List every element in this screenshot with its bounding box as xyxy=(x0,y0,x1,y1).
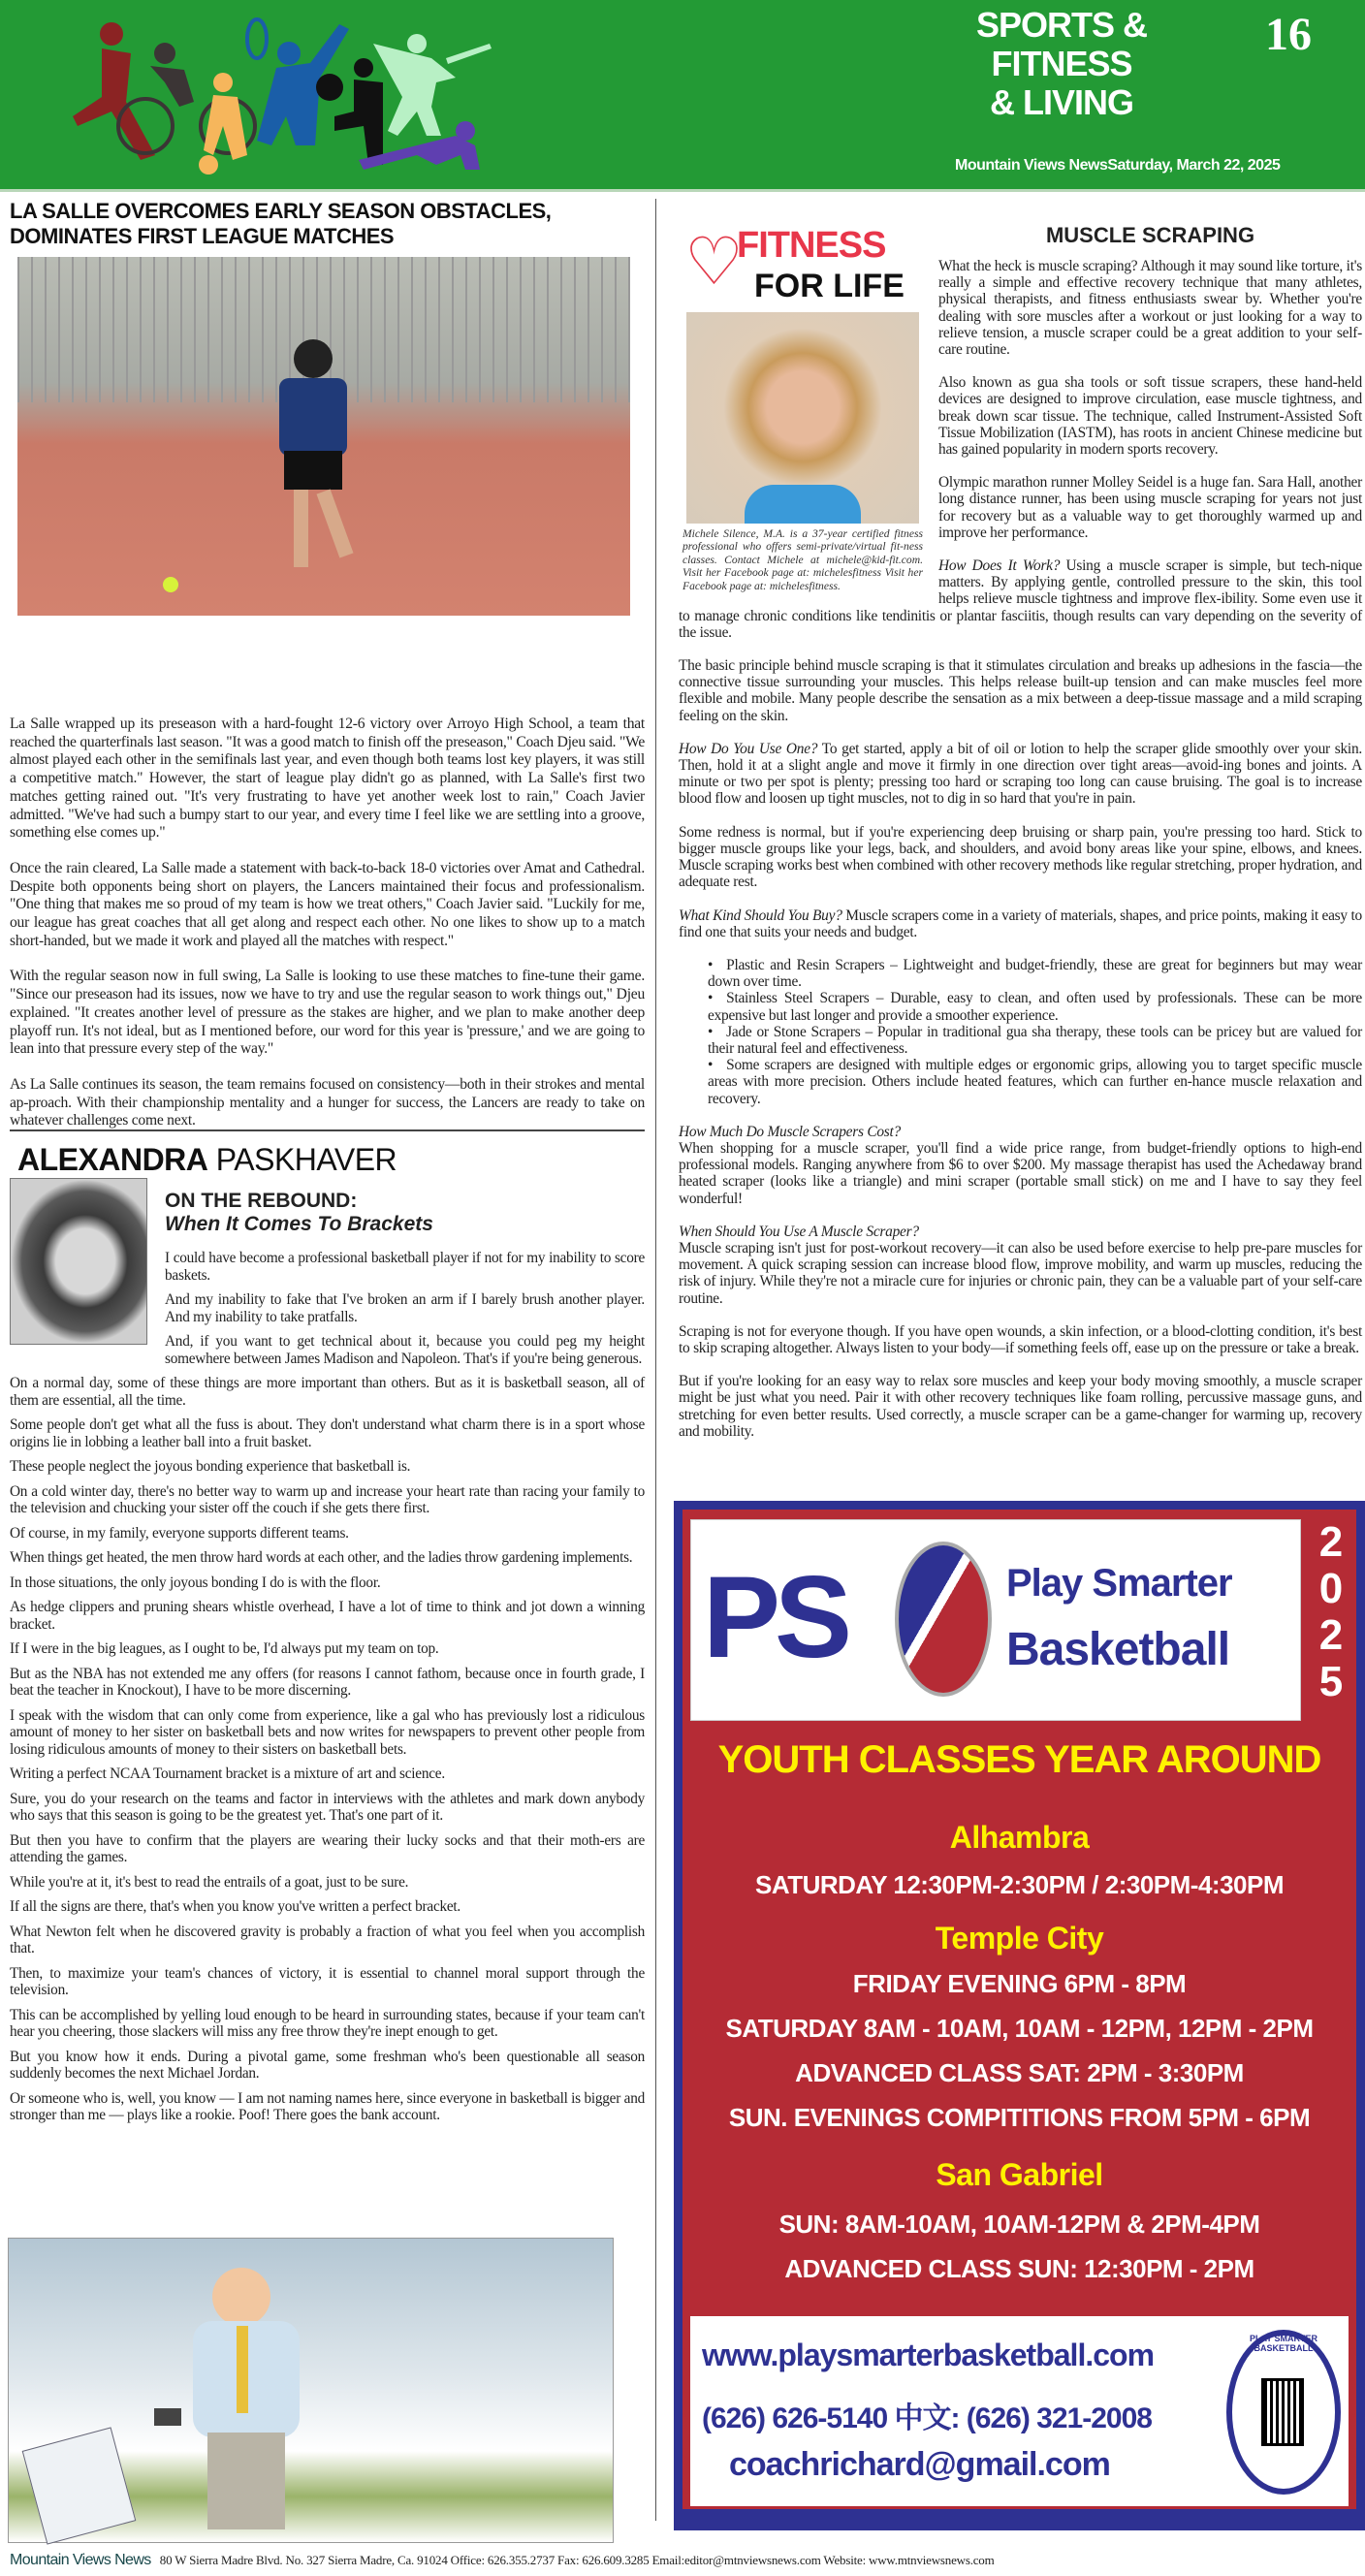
scraper-types-list xyxy=(708,957,1362,1107)
brand-line: Play Smarter xyxy=(1006,1562,1232,1605)
location-temple-city: Temple City xyxy=(935,1921,1104,1956)
fitness-for-life-logo xyxy=(679,223,923,312)
lasalle-article-body xyxy=(10,716,645,1148)
paragraph-text: Muscle scrapers come in a variety of materials, shapes, and price points, making it easy to find one that suits your needs and budget. xyxy=(679,906,1362,940)
column-subtitle: When It Comes To Brackets xyxy=(165,1213,433,1235)
fitness-sidebar xyxy=(679,223,923,592)
dateline: Mountain Views NewsSaturday, March 22, 2025 xyxy=(955,157,1281,174)
paragraph: On a normal day, some of these things are more important than others. But as it is basketball season, all of them are essential, all the time. xyxy=(10,1375,645,1409)
paragraph: La Salle wrapped up its preseason with a hard-fought 12-6 victory over Arroyo High School, a team that reached the quarterfinals last season. "It was a good match to finish off the preseason," Coach Djeu said. "We almost played each other in the semifinals last year, and even though both teams lost key players, it was still a competitive match." However, the start of league play didn't go as planned, with La Salle's first two matches getting rained out. "It's very frustrating to have yet another week lost to rain," Coach Javier admitted. "We've had such a bumpy start to our year, and every time I feel like we are settling into a groove, something else comes up." xyxy=(10,716,645,842)
ncaa-brackets-cartoon xyxy=(8,2238,614,2543)
schedule-line: SUN. EVENINGS COMPITITIONS FROM 5PM - 6PM xyxy=(728,2103,1311,2132)
fitness-headline: MUSCLE SCRAPING xyxy=(1045,223,1255,247)
paragraph-text: Olympic marathon runner Molley Seidel is a huge fan. Sara Hall, another long distance runner, has been using muscle scraping for years not just for recovery but as a valuable way to get thoroughly warmed up and improve her performance. xyxy=(938,474,1362,541)
paragraph: Or someone who is, well, you know — I am not naming names here, since everyone in basketball is bigger and stronger than me — plays like a rookie. Poof! There goes the bank account. xyxy=(10,2089,645,2123)
paragraph: But as the NBA has not extended me any offers (for reasons I cannot fathom, because once in fourth grade, I beat the teacher in Knockout), I have to be more discerning. xyxy=(10,1665,645,1699)
paragraph: Some people don't get what all the fuss is about. They don't understand what charm there is in a sport whose origins lie in lobbing a leather ball into a fruit basket. xyxy=(10,1416,645,1450)
section-title-line: SPORTS & xyxy=(975,5,1148,45)
ad-website-link[interactable]: www.playsmarterbasketball.com xyxy=(702,2337,1155,2372)
paragraph: What Newton felt when he discovered gravity is probably a fraction of what you feel when you accomplish that. xyxy=(10,1923,645,1956)
schedule-line: FRIDAY EVENING 6PM - 8PM xyxy=(852,1969,1187,1998)
cost-heading: How Much Do Muscle Scrapers Cost? xyxy=(679,1123,901,1140)
schedule-line: ADVANCED CLASS SAT: 2PM - 3:30PM xyxy=(795,2058,1244,2087)
when-paragraph: Muscle scraping isn't just for post-workout recovery—it can also be used before exercise to help pre-pare muscles for movement. A quick scraping session can increase blood flow, improve mobility, and warm up muscles, reducing the risk of injury. While they're not a miracle cure for injuries or chronic pain, they can be a valuable part of your self-care routine. xyxy=(679,1239,1362,1307)
closing-paragraph: But if you're looking for an easy way to relax sore muscles and keep your body moving smoothly, a muscle scraper might be just what you need. Pair it with other recovery techniques like foam rolling, percussive massage guns, and stretching for even better results. Used correctly, a muscle scraper can be a game-changer for warming up, recovery and mobility. xyxy=(679,1373,1362,1440)
list-item: • Stainless Steel Scrapers – Durable, easy to clean, and often used by professionals. These can be more expensive but last longer and provide a smoother experience. xyxy=(708,990,1362,1023)
column-divider xyxy=(655,199,656,2521)
paragraph-text: What the heck is muscle scraping? Although it may sound like torture, it's really a simple and effective recovery technique that many athletes, physical therapists, and fitness enthusiasts swear by. Whether you're dealing with sore muscles after a workout or just looking for a way to relieve tension, a muscle scraper could be a great addition to your self-care routine. xyxy=(938,258,1362,359)
list-item: • Some scrapers are designed with multiple edges or ergonomic grips, allowing you to target specific muscle areas with more precision. Others include heated features, which can further en-hance muscle relaxation and recovery. xyxy=(708,1057,1362,1107)
paragraph: This can be accomplished by yelling loud enough to be heard in surrounding states, because if your team can't hear you cheering, those slackers will miss any free throw they're inept enough to get. xyxy=(10,2006,645,2040)
ad-year xyxy=(1311,1519,1351,1705)
play-smarter-basketball-ad xyxy=(674,1501,1365,2530)
year-digit: 0 xyxy=(1318,1565,1344,1612)
list-item: • Jade or Stone Scrapers – Popular in traditional gua sha therapy, these tools can be pricey but are valued for their natural feel and effectiveness. xyxy=(708,1024,1362,1057)
year-digit: 2 xyxy=(1318,1518,1344,1566)
paragraph: While you're at it, it's best to read the entrails of a goat, just to be sure. xyxy=(10,1873,409,1891)
schedule-line: SATURDAY 12:30PM-2:30PM / 2:30PM-4:30PM xyxy=(755,1870,1284,1899)
paragraph: I speak with the wisdom that can only come from experience, like a gal who has previously lost a ridiculous amount of money to her sister on basketball bets and now writes for newspapers to prevent other people from losing ridiculous amounts of money to their sisters on basketball bets. xyxy=(10,1706,645,1758)
schedule-line: SATURDAY 8AM - 10AM, 10AM - 12PM, 12PM - 2PM xyxy=(725,2014,1314,2043)
author-first-name: ALEXANDRA xyxy=(17,1142,208,1177)
author-last-name: PASKHAVER xyxy=(215,1142,397,1177)
paragraph: On a cold winter day, there's no better way to warm up and increase your heart rate than racing your family to the television and chucking your sister off the couch if she gets there first. xyxy=(10,1482,645,1516)
ad-contact-box xyxy=(690,2316,1349,2506)
author-caption: Michele Silence, M.A. is a 37-year certified fitness professional who offers semi-private/virtual fit-ness classes. Contact Michele at michele@kid-fit.com. Visit her Facebook page at: michelesfitness Visit her Facebook page at: michelesfitness. xyxy=(682,527,923,592)
heart-icon: ♡ xyxy=(684,225,744,299)
paragraph: If all the signs are there, that's when you know you've written a perfect bracket. xyxy=(10,1898,460,1915)
paragraph: In those situations, the only joyous bonding I do is with the floor. xyxy=(10,1574,381,1591)
paragraph-text: Some redness is normal, but if you're experiencing deep bruising or sharp pain, you're pressing too hard. Stick to bigger muscle groups like your legs, back, and shoulders, and avoid bony areas like your spine, elbows, and knees. Muscle scraping works best when combined with other recovery methods like regular stretching, proper hydration, and adequate rest. xyxy=(679,823,1362,891)
schedule-line: SUN: 8AM-10AM, 10AM-12PM & 2PM-4PM xyxy=(778,2210,1260,2239)
schedule-line: ADVANCED CLASS SUN: 12:30PM - 2PM xyxy=(784,2254,1254,2283)
ps-logo: PS xyxy=(703,1552,847,1682)
ad-phones: (626) 626-5140 中文: (626) 321-2008 xyxy=(702,2402,1152,2434)
subheading: How Do You Use One? xyxy=(679,740,818,757)
section-title xyxy=(960,6,1163,122)
tennis-player-photo xyxy=(17,257,630,616)
cost-paragraph: When shopping for a muscle scraper, you'll find a wide price range, from budget-friendly options to high-end professional models. Ranging anywhere from $6 to over $200. My massage therapist has used the Achedaway brand heated scraper (looks like a triangle) and mini scraper (portable small stick) on me and I have to say they feel wonderful! xyxy=(679,1139,1362,1207)
location-alhambra: Alhambra xyxy=(949,1820,1090,1855)
closing-paragraph: Scraping is not for everyone though. If you have open wounds, a skin infection, or a blood-clotting condition, it's best to skip scraping altogether. Always listen to your body—if something feels off, ease up on the pressure or take a break. xyxy=(679,1322,1362,1356)
subheading: What Kind Should You Buy? xyxy=(679,906,842,924)
paragraph: As hedge clippers and pruning shears whistle overhead, I have a lot of time to think and jot down a winning bracket. xyxy=(10,1599,645,1633)
footer-contact: 80 W Sierra Madre Blvd. No. 327 Sierra Madre, Ca. 91024 Office: 626.355.2737 Fax: 626.609.3285 Email:editor@mtnviewsnews.com Website: www.mtnviewsnews.com xyxy=(159,2553,995,2567)
paragraph xyxy=(679,907,1362,940)
column-title: ON THE REBOUND: xyxy=(165,1190,358,1212)
paragraph: And my inability to fake that I've broken an arm if I barely brush another player. And my inability to take pratfalls. xyxy=(165,1291,645,1325)
year-digit: 5 xyxy=(1318,1658,1344,1705)
section-title-line: FITNESS xyxy=(991,44,1132,83)
paragraph: But then you have to confirm that the players are wearing their lucky socks and that their moth-ers are attending the games. xyxy=(10,1831,645,1865)
column-author xyxy=(17,1142,397,1178)
year-digit: 2 xyxy=(1318,1611,1344,1659)
paragraph-text: Using a muscle scraper is simple, but tech-nique matters. By applying gentle, controlled pressure to the skin, this tool helps relieve muscle tightness and improve flex-ibility. Some even use it to manage chronic conditions like tendinitis or plantar fasciitis, though results can vary depending on the severity of the issue. xyxy=(679,557,1362,641)
ad-logo-box xyxy=(690,1519,1301,1721)
list-item: • Plastic and Resin Scrapers – Lightweight and budget-friendly, these are great for beginners but may wear down over time. xyxy=(708,957,1362,990)
ad-email-link[interactable]: coachrichard@gmail.com xyxy=(729,2446,1110,2483)
basketball-icon xyxy=(895,1542,992,1697)
lasalle-headline: LA SALLE OVERCOMES EARLY SEASON OBSTACLES, DOMINATES FIRST LEAGUE MATCHES xyxy=(10,199,552,248)
paragraph: Once the rain cleared, La Salle made a statement with back-to-back 18-0 victories over Amat and Cathedral. Despite both opponents being short on players, the Lancers maintained their focus and professionalism. "One thing that makes me so proud of my team is how we treat others," Coach Javier said. "Luckily for me, our league has great coaches that all get along and respect each other. No one likes to show up to a match short-handed, but we made it work and played all the matches with respect." xyxy=(10,859,645,949)
paragraph xyxy=(679,824,1362,891)
paragraph xyxy=(679,657,1362,724)
paragraph: Writing a perfect NCAA Tournament bracket is a mixture of art and science. xyxy=(10,1765,445,1782)
section-title-line: & LIVING xyxy=(989,82,1133,122)
paragraph: As La Salle continues its season, the team remains focused on consistency—both in their strokes and mental ap-proach. With their championship mentality and a hunger for success, the Lancers are ready to take on whatever challenges come next. xyxy=(10,1075,645,1129)
paragraph: With the regular season now in full swing, La Salle is looking to use these matches to fine-tune their game. "Since our preseason had its issues, now we have to try and use the regular season to work things out," Djeu explained. "It creates another level of pressure as the stakes are higher, and we plan to make another deep playoff run. It's not ideal, but as I mentioned before, our word for this year is 'pressure,' and we are going to lean into that pressure every step of the way." xyxy=(10,968,645,1058)
when-heading: When Should You Use A Muscle Scraper? xyxy=(679,1223,919,1240)
ad-headline: YOUTH CLASSES YEAR AROUND xyxy=(717,1738,1321,1781)
logo-bottom-text: FOR LIFE xyxy=(754,268,905,304)
paragraph: I could have become a professional basketball player if not for my inability to score baskets. xyxy=(165,1250,645,1284)
paragraph: And, if you want to get technical about it, because you could peg my height somewhere between James Madison and Napoleon. That's if you're being generous. xyxy=(165,1333,645,1367)
paragraph: But you know how it ends. During a pivotal game, some freshman who's been questionable all season suddenly becomes the next Michael Jordan. xyxy=(10,2048,645,2082)
paragraph-text: Also known as gua sha tools or soft tissue scrapers, these hand-held devices are designed to improve circulation, ease muscle tightness, and break down scar tissue. The technique, called Instrument-Assisted Soft Tissue Mobilization (IASTM), has roots in ancient Chinese medicine but has gained popularity in modern sports recovery. xyxy=(938,374,1362,459)
paragraph-text: To get started, apply a bit of oil or lotion to help the scraper glide smoothly over your skin. Then, hold it at a slight angle and move it firmly in one direction over tight areas—avoid-ing bones and joints. A minute or two per spot is plenty; pressing too hard or scraping too long can cause bruising. The goal is to increase blood flow and loosen up tight muscles, not to dig in so hard that you're in pain. xyxy=(679,740,1362,808)
ad-seal xyxy=(1226,2330,1341,2495)
section-banner xyxy=(0,0,1365,192)
paragraph: Sure, you do your research on the teams and factor in interviews with the athletes and mark down anybody who says that this season is going to be the greatest yet. That's one part of it. xyxy=(10,1790,645,1824)
page-number: 16 xyxy=(1265,9,1312,60)
brand-line: Basketball xyxy=(1006,1624,1230,1675)
paragraph: These people neglect the joyous bonding experience that basketball is. xyxy=(10,1458,411,1475)
column-body xyxy=(10,1250,645,2124)
footer-brand: Mountain Views News xyxy=(10,2552,151,2568)
section-separator xyxy=(10,1129,645,1131)
paragraph: Then, to maximize your team's chances of victory, it is essential to channel moral support through the television. xyxy=(10,1964,645,1998)
paragraph: When things get heated, the men throw hard words at each other, and the ladies throw gardening implements. xyxy=(10,1549,633,1566)
author-portrait xyxy=(686,312,919,524)
paragraph-text: The basic principle behind muscle scraping is that it stimulates circulation and breaks up adhesions in the fascia—the connective tissue surrounding your muscles. This helps release built-up tension and can make muscles feel more flexible and mobile. Many people describe the sensation as a mix between a deep-tissue massage and a mild scraping feeling on the skin. xyxy=(679,657,1362,724)
page-footer xyxy=(10,2552,1357,2569)
subheading: How Does It Work? xyxy=(938,557,1061,575)
location-san-gabriel: San Gabriel xyxy=(936,2157,1103,2192)
paragraph xyxy=(679,741,1362,808)
athlete-silhouettes-illustration xyxy=(48,10,950,184)
qr-code-icon[interactable] xyxy=(1261,2378,1304,2446)
seal-text: PLAY SMARTER BASKETBALL xyxy=(1249,2334,1317,2353)
author-headshot xyxy=(10,1178,147,1345)
fitness-article xyxy=(679,223,1362,1456)
paragraph: If I were in the big leagues, as I ought to be, I'd always put my team on top. xyxy=(10,1640,439,1657)
paragraph: Of course, in my family, everyone supports different teams. xyxy=(10,1524,349,1542)
column-article xyxy=(10,1178,645,2132)
logo-top-text: FITNESS xyxy=(737,225,886,266)
